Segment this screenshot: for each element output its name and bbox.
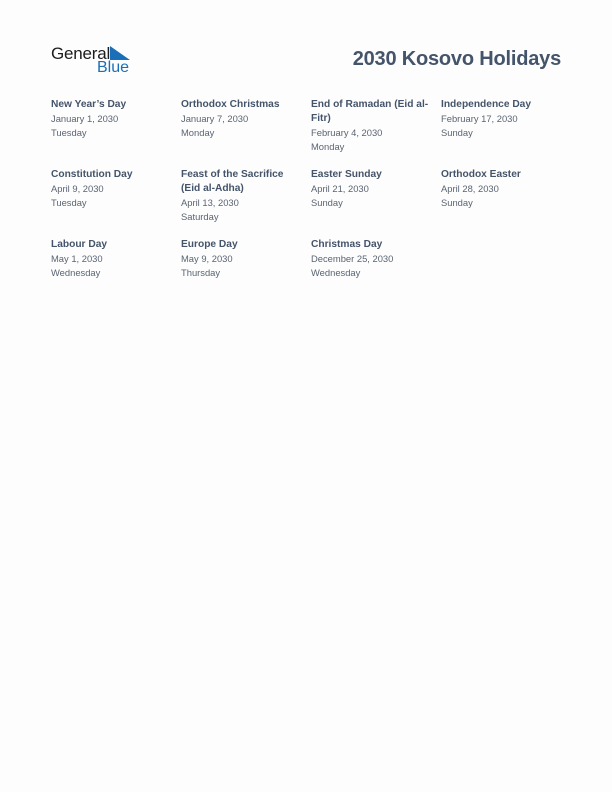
holiday-item [181,168,311,238]
holiday-name: Labour Day [51,239,108,250]
holiday-name: Europe Day [181,239,238,250]
holiday-item [311,98,441,168]
holiday-name: Independence Day [441,99,532,110]
holiday-date: April 21, 2030 [311,183,369,194]
holiday-item [51,98,181,168]
holiday-date: April 9, 2030 [51,183,104,194]
holiday-grid [51,98,571,308]
holiday-name: Christmas Day [311,239,383,250]
holiday-name: End of Ramadan (Eid al-Fitr) [311,99,429,124]
holiday-date: February 4, 2030 [311,127,383,138]
holiday-weekday: Sunday [311,196,343,208]
generalblue-logo [51,44,141,78]
holiday-name: Constitution Day [51,169,133,180]
holiday-date: May 1, 2030 [51,253,103,264]
holiday-name: Orthodox Easter [441,169,521,180]
holiday-weekday: Tuesday [51,126,87,138]
holiday-weekday: Thursday [181,266,221,278]
holiday-date: December 25, 2030 [311,253,394,264]
holiday-item [181,238,311,308]
holiday-item [441,168,571,238]
holiday-name: Orthodox Christmas [181,99,280,110]
holiday-weekday: Wednesday [311,266,361,278]
holiday-item [311,238,441,308]
holiday-name: New Year’s Day [51,99,127,110]
holiday-name: Feast of the Sacrifice (Eid al-Adha) [181,169,284,194]
page-title: 2030 Kosovo Holidays [352,48,561,70]
holiday-weekday: Sunday [441,196,473,208]
holiday-weekday: Wednesday [51,266,101,278]
holiday-item [51,168,181,238]
holiday-date: January 1, 2030 [51,113,119,124]
holiday-item [51,238,181,308]
holiday-item [311,168,441,238]
holiday-weekday: Monday [181,126,215,138]
logo-flag-icon [110,46,130,60]
holiday-date: January 7, 2030 [181,113,249,124]
holiday-date: April 13, 2030 [181,197,239,208]
holiday-name: Easter Sunday [311,169,382,180]
holiday-date: February 17, 2030 [441,113,518,124]
holiday-item [441,98,571,168]
holiday-weekday: Tuesday [51,196,87,208]
logo-text-blue: Blue [97,59,130,76]
holiday-item [181,98,311,168]
holiday-weekday: Saturday [181,210,219,222]
holiday-date: May 9, 2030 [181,253,233,264]
holiday-date: April 28, 2030 [441,183,499,194]
holiday-weekday: Sunday [441,126,473,138]
holiday-weekday: Monday [311,140,345,152]
logo-text-general: General [51,44,111,63]
